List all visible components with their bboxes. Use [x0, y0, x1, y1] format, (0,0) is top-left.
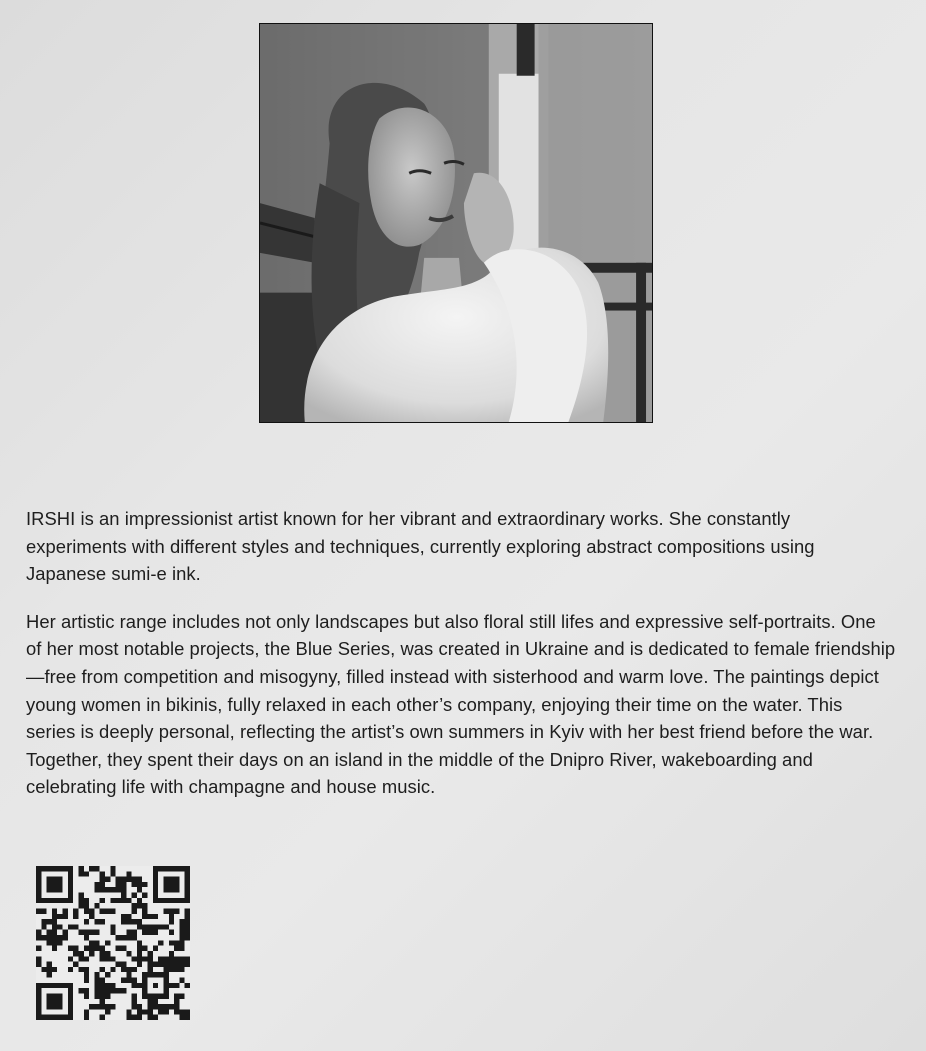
artist-bio — [26, 505, 896, 821]
portrait-image — [260, 24, 652, 422]
artist-portrait-photo — [259, 23, 653, 423]
qr-code[interactable] — [36, 866, 190, 1020]
bio-paragraph-blue-series: Her artistic range includes not only landscapes but also floral still lifes and expressive self-portraits. One of her most notable projects, the Blue Series, was created in Ukraine and is dedicated to female friendship—free from competition and misogyny, filled instead with sisterhood and warm love. The paintings depict young women in bikinis, fully relaxed in each other’s company, enjoying their time on the water. This series is deeply personal, reflecting the artist’s own summers in Kyiv with her best friend before the war. Together, they spent their days on an island in the middle of the Dnipro River, wakeboarding and celebrating life with champagne and house music. — [26, 610, 896, 798]
qr-code-icon — [36, 866, 190, 1020]
bio-paragraph-intro: IRSHI is an impressionist artist known for her vibrant and extraordinary works. She constantly experiments with different styles and techniques, currently exploring abstract compositions using Japanese sumi-e ink. — [26, 508, 815, 585]
